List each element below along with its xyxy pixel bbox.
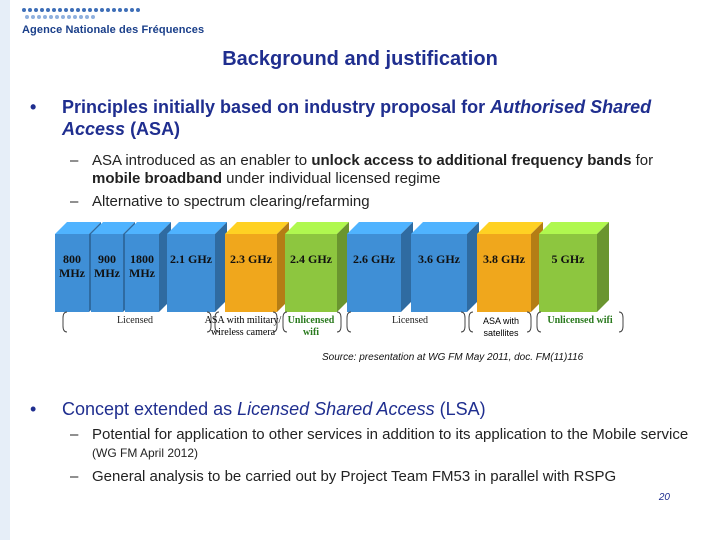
band-cube-side: [597, 222, 609, 312]
band-label: 2.6 GHz: [353, 252, 395, 266]
bullet-asa-part1: Principles initially based on industry proposal for: [62, 97, 491, 117]
band-cube-top: [411, 222, 479, 234]
page-number: 20: [658, 492, 670, 503]
sub1-bold2: mobile broadband: [92, 170, 223, 187]
band-cube-8: [477, 222, 543, 312]
bullet-lsa-part2: (LSA): [434, 399, 486, 419]
band-label: 2.3 GHz: [230, 252, 272, 266]
band-cube-5: [285, 222, 349, 312]
band-cube-front: [347, 234, 401, 312]
band-cube-front: [477, 234, 531, 312]
sub-bullet-enabler-text: [92, 152, 692, 188]
bullet-marker: •: [30, 97, 37, 117]
bullet-lsa-italic: Licensed Shared Access: [237, 399, 435, 419]
dash-marker: –: [70, 152, 79, 169]
band-cube-front: [411, 234, 467, 312]
band-label: 900 MHz: [94, 252, 120, 280]
brace-label-asa_satellites: ASA with satellites: [482, 316, 520, 338]
band-cubes: [55, 212, 655, 362]
band-cube-front: [539, 234, 597, 312]
band-label: 2.1 GHz: [170, 252, 212, 266]
brace-label-asa_military: ASA with military/ wireless camera: [204, 315, 282, 338]
source-note: Source: presentation at WG FM May 2011, doc. FM(11)116: [322, 352, 584, 363]
bullet-lsa-part1: Concept extended as: [62, 399, 238, 419]
bullet-asa-italic: Authorised Shared Access: [62, 97, 652, 139]
sub-bullet-analysis-text: General analysis to be carried out by Project Team FM53 in parallel with RSPG: [92, 468, 617, 485]
band-label: 2.4 GHz: [290, 252, 332, 266]
bullet-asa-text: [62, 96, 702, 140]
sub-bullet-alternative-text: Alternative to spectrum clearing/refarming: [92, 193, 370, 210]
band-label: 3.6 GHz: [418, 252, 460, 266]
band-cube-6: [347, 222, 413, 312]
sub1-part1: ASA introduced as an enabler to: [92, 152, 312, 169]
sub-bullet-potential-text: [92, 426, 692, 462]
sub3-text: Potential for application to other services in addition to its application to the Mobile service: [92, 426, 689, 443]
band-cube-top: [539, 222, 609, 234]
bullet-marker: •: [30, 399, 37, 419]
bullet-asa-part2: (ASA): [125, 119, 181, 139]
band-label: 1800 MHz: [129, 252, 155, 280]
band-label: 5 GHz: [551, 252, 585, 266]
slide-title: Background and justification: [222, 48, 498, 70]
band-cube-7: [411, 222, 479, 312]
dash-marker: –: [70, 468, 79, 485]
band-cube-front: [167, 234, 215, 312]
band-cube-front: [285, 234, 337, 312]
brace-label-licensed2: Licensed: [391, 315, 429, 326]
logo-text: Agence Nationale des Fréquences: [22, 24, 205, 36]
dash-marker: –: [70, 426, 79, 443]
bullet-lsa-text: [62, 398, 702, 420]
left-decorative-bar: [0, 0, 10, 540]
band-label: 3.8 GHz: [483, 252, 525, 266]
dash-marker: –: [70, 193, 79, 210]
brace-label-licensed1: Licensed: [116, 315, 154, 326]
band-cube-4: [225, 222, 289, 312]
brace-label-unlicensed_wifi1: Unlicensed wifi: [287, 315, 335, 338]
band-label: 800 MHz: [59, 252, 85, 280]
sub3-small: (WG FM April 2012): [92, 446, 199, 460]
band-cube-front: [225, 234, 277, 312]
sub1-bold1: unlock access to additional frequency bands: [311, 152, 632, 169]
sub1-part2: for: [631, 152, 654, 169]
sub1-part3: under individual licensed regime: [222, 170, 441, 187]
frequency-band-diagram: [55, 212, 655, 362]
band-cube-3: [167, 222, 227, 312]
band-cube-9: [539, 222, 609, 312]
brace-label-unlicensed_wifi2: Unlicensed wifi: [547, 315, 613, 326]
